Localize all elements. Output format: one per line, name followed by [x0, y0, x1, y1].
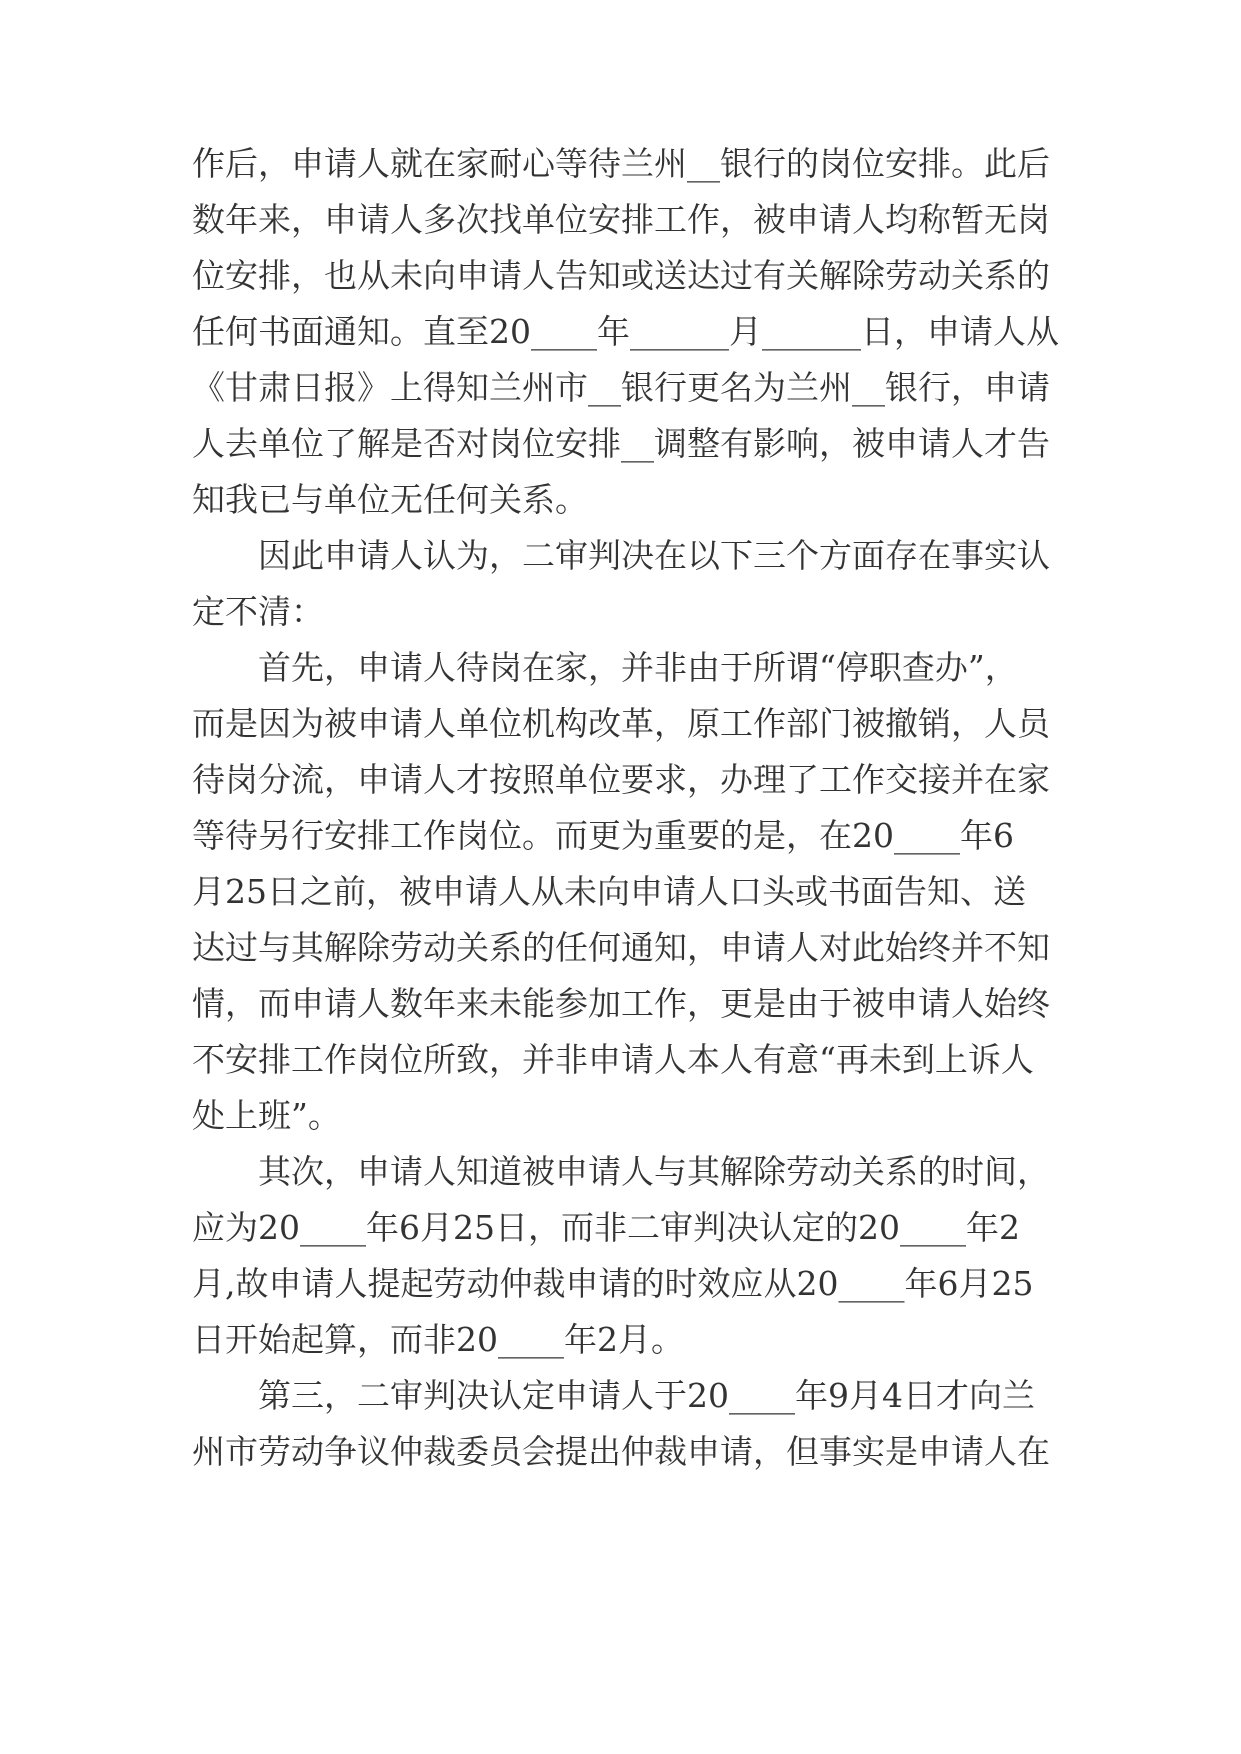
paragraph-first-line: 第三，二审判决认定申请人于20____年9月4日才向兰 [258, 1376, 1035, 1415]
text-line: 达过与其解除劳动关系的任何通知，申请人对此始终并不知 [192, 928, 1050, 967]
text-line: 情，而申请人数年来未能参加工作，更是由于被申请人始终 [192, 984, 1050, 1023]
text-line: 州市劳动争议仲裁委员会提出仲裁申请，但事实是申请人在 [192, 1432, 1050, 1471]
text-line: 月25日之前，被申请人从未向申请人口头或书面告知、送 [192, 872, 1026, 911]
text-line: 月,故申请人提起劳动仲裁申请的时效应从20____年6月25 [192, 1264, 1034, 1303]
text-line: 数年来，申请人多次找单位安排工作，被申请人均称暂无岗 [192, 200, 1050, 239]
text-line: 应为20____年6月25日，而非二审判决认定的20____年2 [192, 1208, 1020, 1247]
text-line: 作后，申请人就在家耐心等待兰州__银行的岗位安排。此后 [192, 144, 1050, 183]
text-line: 等待另行安排工作岗位。而更为重要的是，在20____年6 [192, 816, 1014, 855]
text-line: 任何书面通知。直至20____年______月______日，申请人从 [192, 312, 1059, 351]
paragraph-first-line: 因此申请人认为，二审判决在以下三个方面存在事实认 [258, 536, 1050, 575]
paragraph-first-line: 首先，申请人待岗在家，并非由于所谓“停职查办”， [258, 648, 1018, 687]
text-line: 《甘肃日报》上得知兰州市__银行更名为兰州__银行，申请 [192, 368, 1050, 407]
text-line: 不安排工作岗位所致，并非申请人本人有意“再未到上诉人 [192, 1040, 1034, 1079]
paragraph-first-line: 其次，申请人知道被申请人与其解除劳动关系的时间， [258, 1152, 1050, 1191]
text-line: 位安排，也从未向申请人告知或送达过有关解除劳动关系的 [192, 256, 1050, 295]
text-line: 日开始起算，而非20____年2月。 [192, 1320, 684, 1359]
text-line: 知我已与单位无任何关系。 [192, 480, 588, 519]
text-line: 而是因为被申请人单位机构改革，原工作部门被撤销，人员 [192, 704, 1050, 743]
text-line: 处上班”。 [192, 1096, 341, 1135]
text-line: 人去单位了解是否对岗位安排__调整有影响，被申请人才告 [192, 424, 1050, 463]
text-line: 定不清： [192, 592, 324, 631]
text-line: 待岗分流，申请人才按照单位要求，办理了工作交接并在家 [192, 760, 1050, 799]
